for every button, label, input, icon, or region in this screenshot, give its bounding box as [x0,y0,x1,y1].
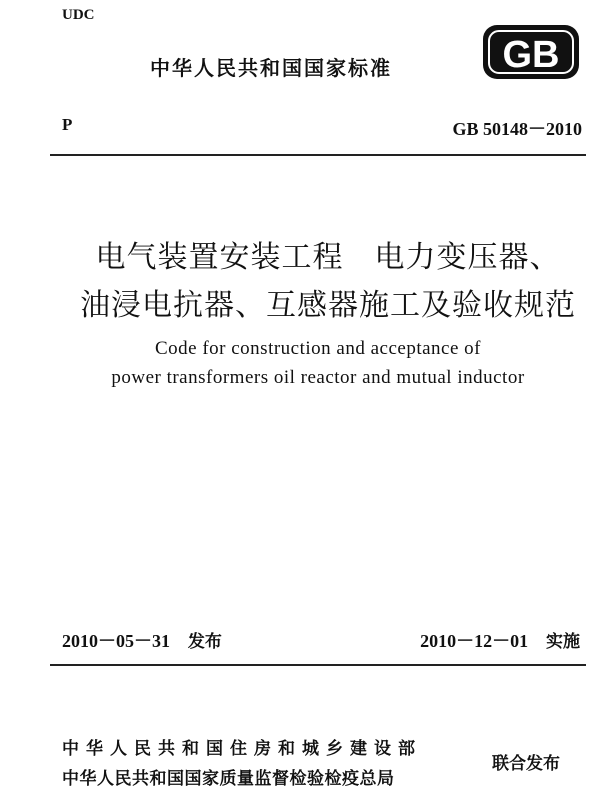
top-divider [50,154,586,156]
bottom-divider [50,664,586,666]
udc-label: UDC [62,7,95,23]
title-en-line1: Code for construction and acceptance of [154,338,481,359]
issuer-ministry: 中华人民共和国住房和城乡建设部 [62,739,422,759]
implement-label: 实施 [546,632,580,652]
issuer-aqsiq: 中华人民共和国国家质量监督检验检疫总局 [62,769,395,789]
joint-issue-label: 联合发布 [492,754,560,774]
category-label: P [62,115,73,134]
issue-date-block [62,627,222,653]
issue-label: 发布 [187,632,222,652]
standard-number: GB 50148－2010 [452,119,582,139]
title-cn-line1: 电气装置安装工程 电力变压器、 [95,240,561,275]
gb-logo-text: GB [502,34,560,76]
implement-date: 2010－12－01 [420,631,529,651]
national-standard-heading: 中华人民共和国国家标准 [150,56,392,80]
gb-logo-icon [482,24,580,80]
implement-date-block [420,627,580,653]
title-en-line2: power transformers oil reactor and mutual inductor [111,367,525,388]
title-cn-line2: 油浸电抗器、互感器施工及验收规范 [80,288,576,323]
issue-date: 2010－05－31 [62,631,170,651]
